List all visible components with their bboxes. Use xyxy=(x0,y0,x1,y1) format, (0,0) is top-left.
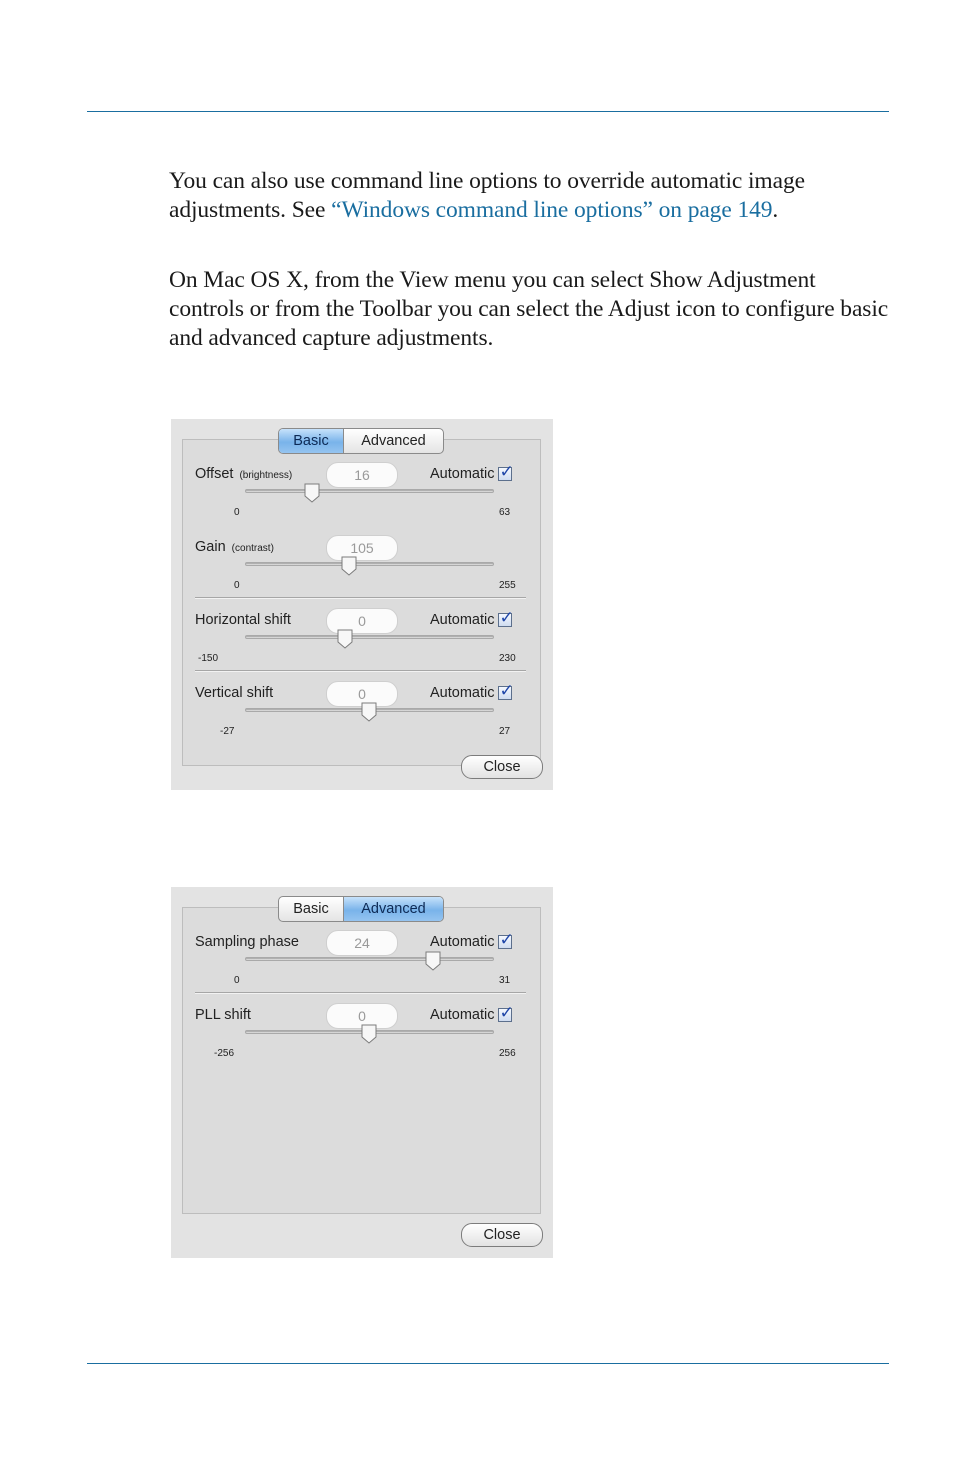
slider-thumb-icon[interactable] xyxy=(361,1024,377,1044)
checkbox-checked-icon[interactable]: ✓ xyxy=(499,608,514,627)
gain-row xyxy=(171,537,553,609)
automatic-label: Automatic xyxy=(430,1007,495,1023)
divider xyxy=(195,670,526,671)
horizontal-shift-value-field[interactable]: 0 xyxy=(326,608,398,634)
vertical-shift-value-field[interactable]: 0 xyxy=(326,681,398,707)
pll-shift-row xyxy=(171,1005,553,1077)
sampling-phase-slider-track[interactable] xyxy=(245,957,494,961)
checkbox-checked-icon[interactable]: ✓ xyxy=(499,1003,514,1022)
header-rule xyxy=(87,111,889,112)
horizontal-shift-automatic[interactable] xyxy=(430,610,512,630)
offset-label xyxy=(195,464,292,484)
pll-shift-max: 256 xyxy=(499,1048,516,1059)
divider xyxy=(195,992,526,993)
pll-shift-value-field[interactable]: 0 xyxy=(326,1003,398,1029)
sampling-phase-row xyxy=(171,932,553,1004)
vertical-shift-max: 27 xyxy=(499,726,511,737)
tab-advanced[interactable]: Advanced xyxy=(361,433,426,449)
offset-value-field[interactable]: 16 xyxy=(326,462,398,488)
offset-label-text: Offset xyxy=(195,466,234,482)
slider-thumb-icon[interactable] xyxy=(361,702,377,722)
tab-basic[interactable]: Basic xyxy=(279,897,344,921)
tab-basic[interactable]: Basic xyxy=(279,429,344,453)
gain-label-text: Gain xyxy=(195,539,226,555)
horizontal-shift-slider-track[interactable] xyxy=(245,635,494,639)
vertical-shift-automatic[interactable] xyxy=(430,683,512,703)
paragraph-command-line xyxy=(169,167,889,225)
slider-thumb-icon[interactable] xyxy=(425,951,441,971)
checkbox-checked-icon[interactable]: ✓ xyxy=(499,930,514,949)
slider-thumb-icon[interactable] xyxy=(337,629,353,649)
vertical-shift-row xyxy=(171,683,553,755)
footer-rule xyxy=(87,1363,889,1364)
slider-thumb-icon[interactable] xyxy=(304,483,320,503)
sampling-phase-automatic[interactable] xyxy=(430,932,512,952)
sampling-phase-label: Sampling phase xyxy=(195,934,299,950)
gain-value-field[interactable]: 105 xyxy=(326,535,398,561)
horizontal-shift-min: -150 xyxy=(198,653,219,664)
gain-label xyxy=(195,537,274,557)
offset-row xyxy=(171,464,553,536)
vertical-shift-min: -27 xyxy=(220,726,235,737)
adjustment-panel-basic xyxy=(171,419,553,790)
paragraph-end: . xyxy=(772,197,779,223)
offset-max: 63 xyxy=(499,507,511,518)
adjustment-panel-advanced xyxy=(171,887,553,1258)
offset-slider-track[interactable] xyxy=(245,489,494,493)
checkbox-checked-icon[interactable]: ✓ xyxy=(499,462,514,481)
sampling-phase-max: 31 xyxy=(499,975,511,986)
slider-thumb-icon[interactable] xyxy=(341,556,357,576)
close-button[interactable]: Close xyxy=(461,1223,543,1247)
automatic-label: Automatic xyxy=(430,612,495,628)
offset-sublabel: (brightness) xyxy=(239,470,293,481)
close-button[interactable]: Close xyxy=(461,755,543,779)
tab-segmented-control xyxy=(278,896,444,922)
gain-min: 0 xyxy=(234,580,240,591)
paragraph-mac-os: On Mac OS X, from the View menu you can select Show Adjustment controls or from the Toolbar you can select the Adjust icon to configure basic and advanced capture adjustments. xyxy=(169,267,889,351)
automatic-label: Automatic xyxy=(430,685,495,701)
sampling-phase-value-field[interactable]: 24 xyxy=(326,930,398,956)
tab-advanced[interactable]: Advanced xyxy=(344,897,443,921)
paragraph-text: You can also use command line options to override automatic image adjustments. See xyxy=(169,168,805,223)
offset-min: 0 xyxy=(234,507,240,518)
horizontal-shift-row xyxy=(171,610,553,682)
horizontal-shift-max: 230 xyxy=(499,653,516,664)
automatic-label: Automatic xyxy=(430,934,495,950)
offset-automatic[interactable] xyxy=(430,464,512,484)
pll-shift-label: PLL shift xyxy=(195,1007,251,1023)
automatic-label: Automatic xyxy=(430,466,495,482)
vertical-shift-label: Vertical shift xyxy=(195,685,274,701)
gain-max: 255 xyxy=(499,580,516,591)
divider xyxy=(195,597,526,598)
horizontal-shift-label: Horizontal shift xyxy=(195,612,291,628)
cross-reference-link[interactable]: “Windows command line options” on page 149 xyxy=(331,197,773,223)
pll-shift-automatic[interactable] xyxy=(430,1005,512,1025)
checkbox-checked-icon[interactable]: ✓ xyxy=(499,681,514,700)
pll-shift-min: -256 xyxy=(214,1048,235,1059)
tab-segmented-control xyxy=(278,428,444,454)
sampling-phase-min: 0 xyxy=(234,975,240,986)
gain-slider-track[interactable] xyxy=(245,562,494,566)
gain-sublabel: (contrast) xyxy=(231,543,274,554)
